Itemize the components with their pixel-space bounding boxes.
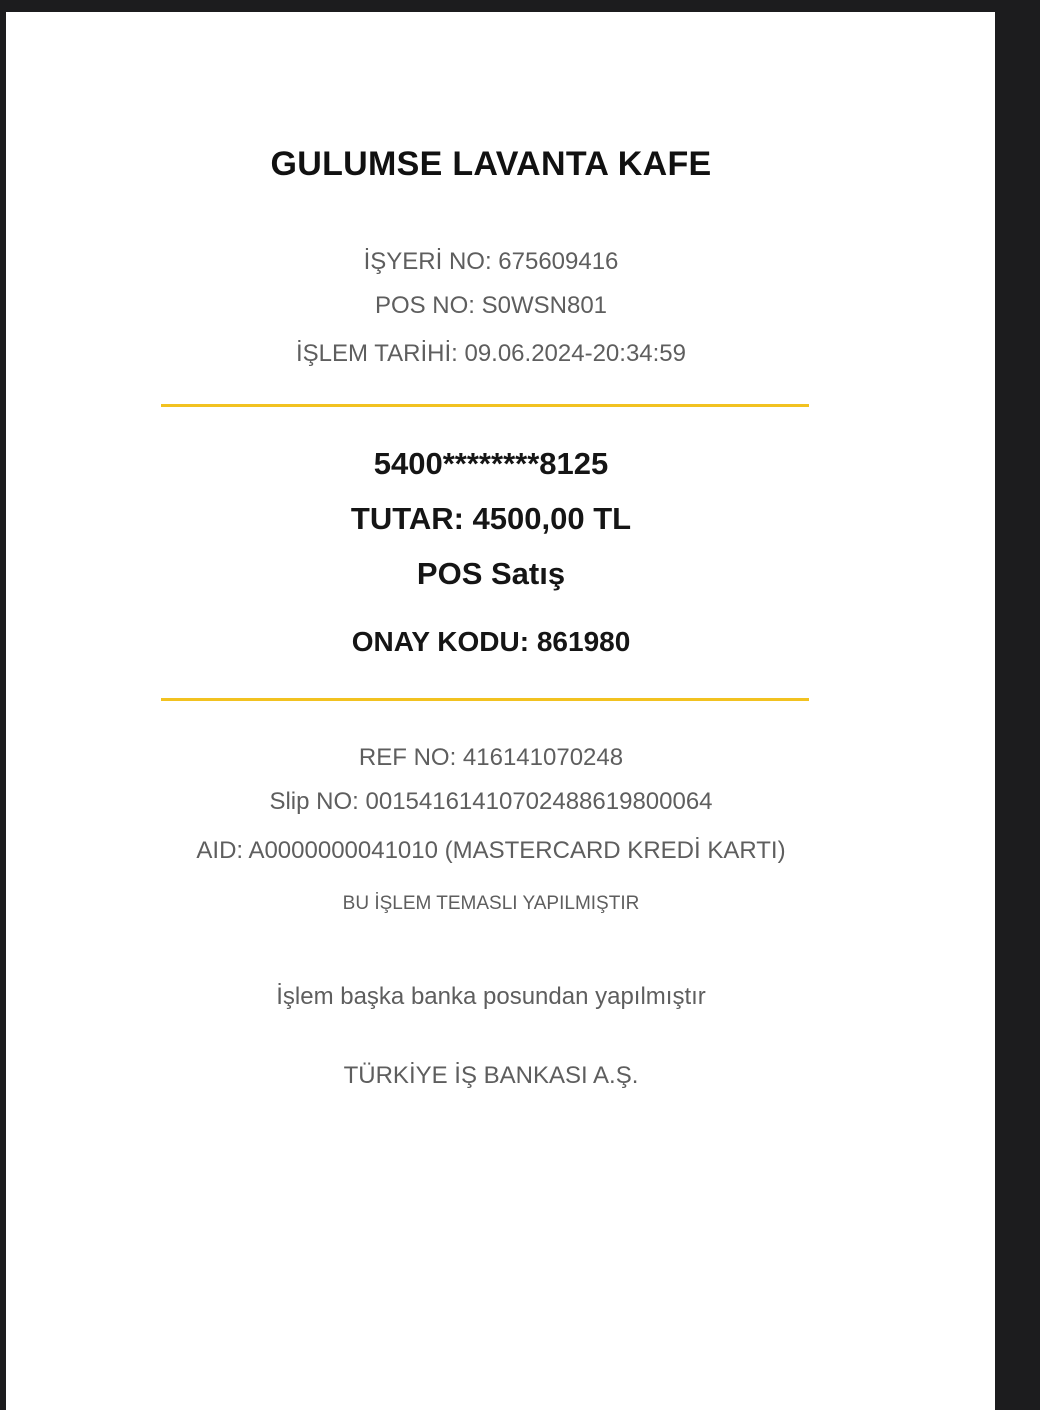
contactless-note: BU İŞLEM TEMASLI YAPILMIŞTIR: [342, 893, 640, 914]
merchant-number: İŞYERİ NO: 675609416: [363, 248, 619, 275]
transaction-date: İŞLEM TARİHİ: 09.06.2024-20:34:59: [295, 340, 686, 367]
slip-number: Slip NO: 0015416141070248861980006​4: [269, 788, 713, 815]
bottom-divider: [161, 698, 809, 701]
transaction-amount: TUTAR: 4500,00 TL: [350, 501, 632, 536]
merchant-name: GULUMSE LAVANTA KAFE: [270, 145, 712, 183]
receipt-page: [6, 12, 995, 1410]
other-bank-note: İşlem başka banka posundan yapılmıştır: [276, 983, 706, 1010]
top-divider: [161, 404, 809, 407]
transaction-type: POS Satış: [416, 556, 566, 591]
application-id: AID: A0000000041010 (MASTERCARD KREDİ KARTI): [196, 837, 786, 864]
reference-number: REF NO: 416141070248: [358, 744, 624, 771]
pos-number: POS NO: S0WSN801: [374, 292, 608, 319]
bank-name: TÜRKİYE İŞ BANKASI A.Ş.: [343, 1062, 639, 1089]
approval-code: ONAY KODU: 861980: [351, 626, 631, 657]
card-number: 5400********8125: [373, 446, 609, 481]
